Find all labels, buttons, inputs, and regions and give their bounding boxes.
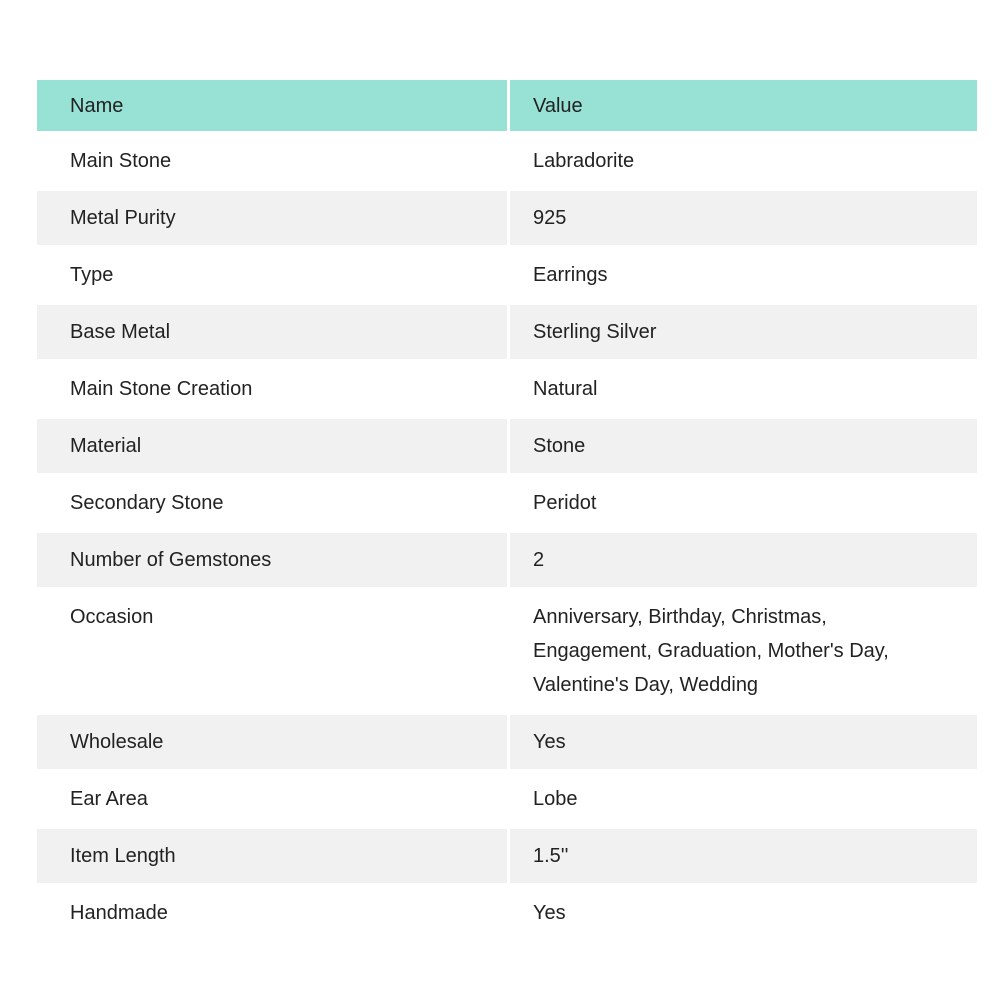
table-row: [37, 362, 977, 416]
row-name-cell: Item Length: [37, 829, 507, 883]
table-header-row: [37, 80, 977, 131]
row-value-text: Yes: [533, 731, 566, 753]
row-value-cell: [510, 362, 977, 416]
row-value-text: Stone: [533, 435, 586, 457]
row-value-cell: [510, 533, 977, 587]
row-value-text: Earrings: [533, 264, 608, 286]
table-row: [37, 829, 977, 883]
row-name-cell: Handmade: [37, 886, 507, 940]
table-row: [37, 419, 977, 473]
row-value-text: 1.5'': [533, 845, 569, 867]
row-name-cell: Material: [37, 419, 507, 473]
row-value-cell: [510, 715, 977, 769]
row-value-text: 2: [533, 549, 545, 571]
table-row: [37, 248, 977, 302]
row-value-text: Lobe: [533, 788, 578, 810]
row-value-text: Sterling Silver: [533, 321, 657, 343]
row-value-cell: [510, 134, 977, 188]
row-value-text: Natural: [533, 378, 598, 400]
row-value-cell: [510, 476, 977, 530]
table-row: [37, 191, 977, 245]
row-value-cell: [510, 886, 977, 940]
row-value-cell: [510, 772, 977, 826]
row-value-cell: [510, 248, 977, 302]
row-name-cell: Type: [37, 248, 507, 302]
row-name-cell: Ear Area: [37, 772, 507, 826]
row-value-text: Anniversary, Birthday, Christmas, Engagement, Graduation, Mother's Day, Valentine's Day, Wedding: [533, 606, 889, 696]
table-row: [37, 533, 977, 587]
row-name-cell: Secondary Stone: [37, 476, 507, 530]
row-value-text: Yes: [533, 902, 566, 924]
row-name-cell: Metal Purity: [37, 191, 507, 245]
row-value-cell: [510, 305, 977, 359]
row-name-cell: Base Metal: [37, 305, 507, 359]
table-row: [37, 590, 977, 712]
row-value-cell: [510, 419, 977, 473]
product-specs-table: [37, 80, 977, 940]
table-row: [37, 772, 977, 826]
row-value-cell: [510, 590, 977, 712]
row-name-cell: Occasion: [37, 590, 507, 712]
row-name-cell: Main Stone Creation: [37, 362, 507, 416]
row-value-text: Labradorite: [533, 150, 635, 172]
row-name-cell: Wholesale: [37, 715, 507, 769]
row-value-cell: [510, 191, 977, 245]
table-row: [37, 886, 977, 940]
row-value-text: 925: [533, 207, 567, 229]
column-header-value: Value: [510, 80, 977, 131]
table-row: [37, 476, 977, 530]
table-row: [37, 134, 977, 188]
row-value-text: Peridot: [533, 492, 597, 514]
column-header-name: Name: [37, 80, 507, 131]
row-value-cell: [510, 829, 977, 883]
row-name-cell: Number of Gemstones: [37, 533, 507, 587]
table-row: [37, 305, 977, 359]
table-row: [37, 715, 977, 769]
row-name-cell: Main Stone: [37, 134, 507, 188]
